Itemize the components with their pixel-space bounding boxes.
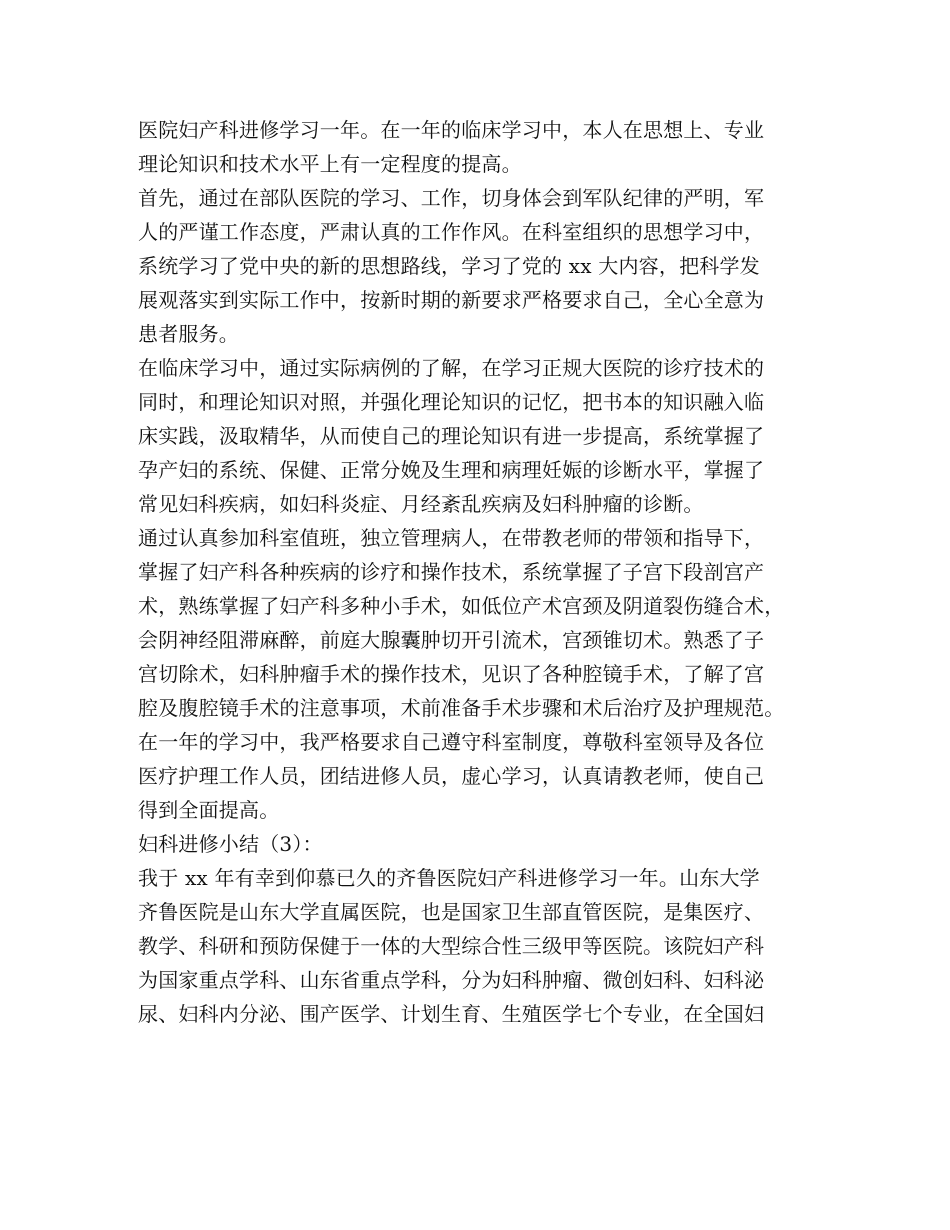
text-line: 为国家重点学科、山东省重点学科，分为妇科肿瘤、微创妇科、妇科泌 <box>138 968 765 992</box>
text-line: 常见妇科疾病，如妇科炎症、月经紊乱疾病及妇科肿瘤的诊断。 <box>138 492 704 516</box>
section-heading: 妇科进修小结（3）： <box>138 832 323 856</box>
text-line: 孕产妇的系统、保健、正常分娩及生理和病理妊娠的诊断水平，掌握了 <box>138 458 765 482</box>
text-line: 医院妇产科进修学习一年。在一年的临床学习中，本人在思想上、专业 <box>138 118 765 142</box>
text-line: 患者服务。 <box>138 322 239 346</box>
text-line: 会阴神经阻滞麻醉，前庭大腺囊肿切开引流术，宫颈锥切术。熟悉了子 <box>138 628 765 652</box>
text-line: 齐鲁医院是山东大学直属医院，也是国家卫生部直管医院，是集医疗、 <box>138 900 765 924</box>
text-line: 医疗护理工作人员，团结进修人员，虚心学习，认真请教老师，使自己 <box>138 764 765 788</box>
text-line: 在一年的学习中，我严格要求自己遵守科室制度，尊敬科室领导及各位 <box>138 730 765 754</box>
text-line: 通过认真参加科室值班，独立管理病人，在带教老师的带领和指导下， <box>138 526 765 550</box>
text-line: 腔及腹腔镜手术的注意事项，术前准备手术步骤和术后治疗及护理规范。 <box>138 696 785 720</box>
text-line: 尿、妇科内分泌、围产医学、计划生育、生殖医学七个专业，在全国妇 <box>138 1002 765 1026</box>
text-line: 同时，和理论知识对照，并强化理论知识的记忆，把书本的知识融入临 <box>138 390 765 414</box>
text-line: 得到全面提高。 <box>138 798 280 822</box>
text-line: 宫切除术，妇科肿瘤手术的操作技术，见识了各种腔镜手术，了解了宫 <box>138 662 765 686</box>
text-line: 在临床学习中，通过实际病例的了解，在学习正规大医院的诊疗技术的 <box>138 356 765 380</box>
text-line: 我于 xx 年有幸到仰慕已久的齐鲁医院妇产科进修学习一年。山东大学 <box>138 866 760 890</box>
body-text <box>138 113 838 1031</box>
text-line: 术，熟练掌握了妇产科多种小手术，如低位产术宫颈及阴道裂伤缝合术， <box>138 594 785 618</box>
text-line: 教学、科研和预防保健于一体的大型综合性三级甲等医院。该院妇产科 <box>138 934 765 958</box>
text-line: 理论知识和技术水平上有一定程度的提高。 <box>138 152 522 176</box>
text-line: 人的严谨工作态度，严肃认真的工作作风。在科室组织的思想学习中， <box>138 220 765 244</box>
text-line: 首先，通过在部队医院的学习、工作，切身体会到军队纪律的严明，军 <box>138 186 765 210</box>
text-line: 系统学习了党中央的新的思想路线，学习了党的 xx 大内容，把科学发 <box>138 254 760 278</box>
text-line: 展观落实到实际工作中，按新时期的新要求严格要求自己，全心全意为 <box>138 288 765 312</box>
text-line: 掌握了妇产科各种疾病的诊疗和操作技术，系统掌握了子宫下段剖宫产 <box>138 560 765 584</box>
text-line: 床实践，汲取精华，从而使自己的理论知识有进一步提高，系统掌握了 <box>138 424 765 448</box>
